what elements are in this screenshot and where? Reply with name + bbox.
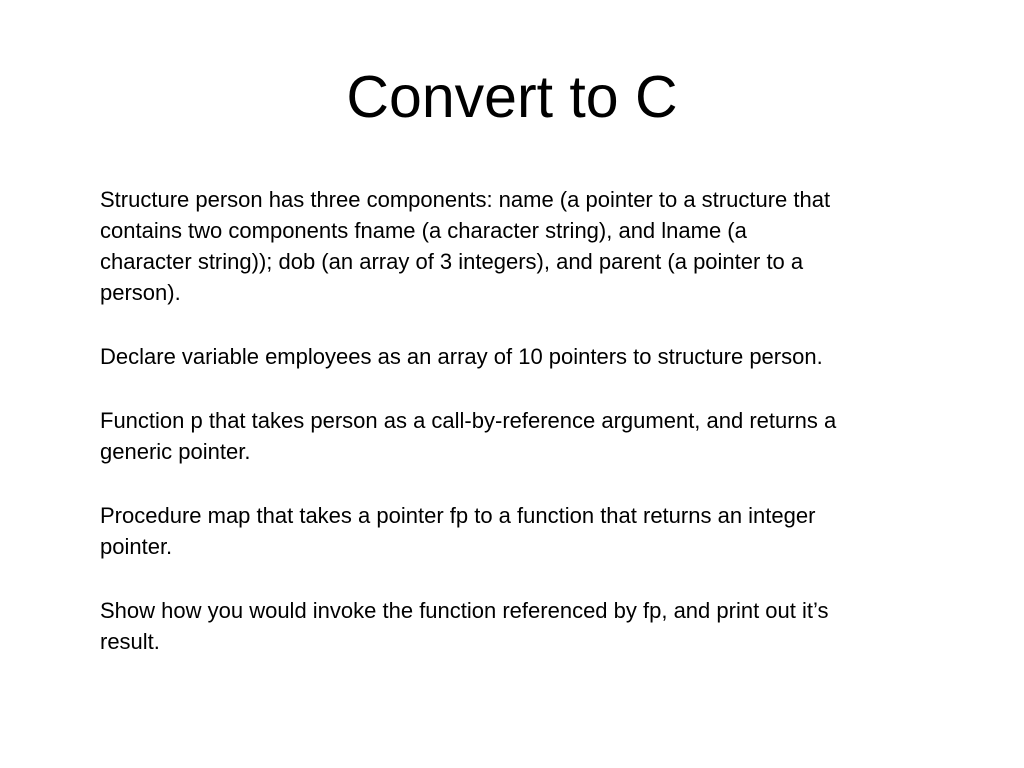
paragraph-invoke-fp: Show how you would invoke the function referenced by fp, and print out it’s result. bbox=[100, 598, 829, 654]
paragraph-person-structure: Structure person has three components: name (a pointer to a structure that contains two components fname (a character string), and lname (a character string)); dob (an array of 3 integers), and parent (a pointer to a person). bbox=[100, 187, 831, 305]
slide-title: Convert to C bbox=[346, 64, 678, 130]
paragraph-function-p: Function p that takes person as a call-by-reference argument, and returns a generic pointer. bbox=[100, 408, 837, 464]
paragraph-employees-array: Declare variable employees as an array of 10 pointers to structure person. bbox=[100, 344, 823, 369]
slide-body bbox=[100, 184, 972, 690]
paragraph-procedure-map: Procedure map that takes a pointer fp to a function that returns an integer pointer. bbox=[100, 503, 816, 559]
